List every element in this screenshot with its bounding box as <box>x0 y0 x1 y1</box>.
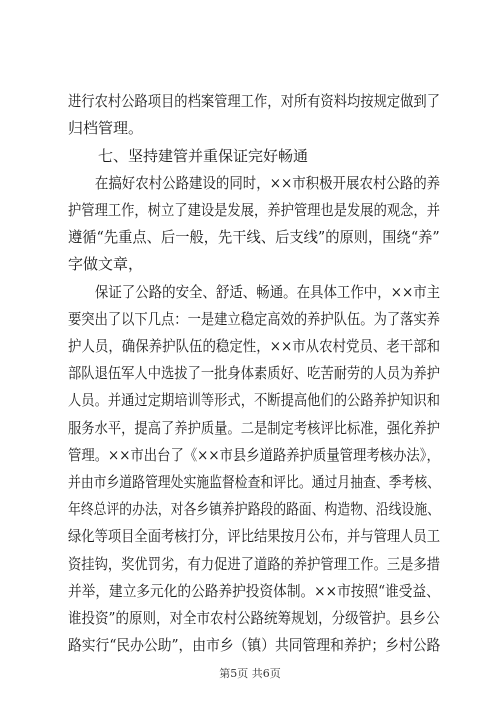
body-text-line: 人员。并通过定期培训等形式，不断提高他们的公路养护知识和 <box>68 391 441 409</box>
body-text-line: 护管理工作，树立了建设是发展，养护管理也是发展的观念，并 <box>68 201 441 219</box>
body-text-line: 保证了公路的安全、舒适、畅通。在具体工作中，××市主 <box>68 283 441 301</box>
body-text-line: 绿化等项目全面考核打分，评比结果按月公布，并与管理人员工 <box>68 527 441 545</box>
page-footer: 第5页 共6页 <box>219 667 281 680</box>
section-heading: 七、坚持建管并重保证完好畅通 <box>68 147 309 165</box>
body-text-line: 进行农村公路项目的档案管理工作，对所有资料均按规定做到了 <box>68 92 441 110</box>
body-text-line: 谁投资”的原则，对全市农村公路统筹规划，分级管护。县乡公 <box>68 609 440 627</box>
body-text-line: 护人员，确保养护队伍的稳定性，××市从农村党员、老干部和 <box>68 337 441 355</box>
body-text-line: 部队退伍军人中选拔了一批身体素质好、吃苦耐劳的人员为养护 <box>68 364 441 382</box>
body-text-line: 字做文章， <box>68 255 144 273</box>
body-text-line: 资挂钩，奖优罚劣，有力促进了道路的养护管理工作。三是多措 <box>68 555 441 573</box>
body-text-line: 归档管理。 <box>68 119 144 137</box>
body-text-line: 在搞好农村公路建设的同时，××市积极开展农村公路的养 <box>68 174 441 192</box>
body-text-line: 遵循“先重点、后一般，先干线、后支线”的原则，围绕“养” <box>68 228 440 246</box>
body-text-line: 服务水平，提高了养护质量。二是制定考核评比标准，强化养护 <box>68 419 441 437</box>
body-text-line: 路实行“民办公助”，由市乡（镇）共同管理和养护；乡村公路 <box>68 636 441 654</box>
body-text-line: 年终总评的办法，对各乡镇养护路段的路面、构造物、沿线设施、 <box>68 500 441 518</box>
body-text-line: 要突出了以下几点：一是建立稳定高效的养护队伍。为了落实养 <box>68 310 441 328</box>
body-text-line: 管理。××市出台了《××市县乡道路养护质量管理考核办法》， <box>68 446 440 464</box>
body-text-line: 并由市乡道路管理处实施监督检查和评比。通过月抽查、季考核、 <box>68 473 441 491</box>
body-text-line: 并举，建立多元化的公路养护投资体制。××市按照“谁受益、 <box>68 582 440 600</box>
